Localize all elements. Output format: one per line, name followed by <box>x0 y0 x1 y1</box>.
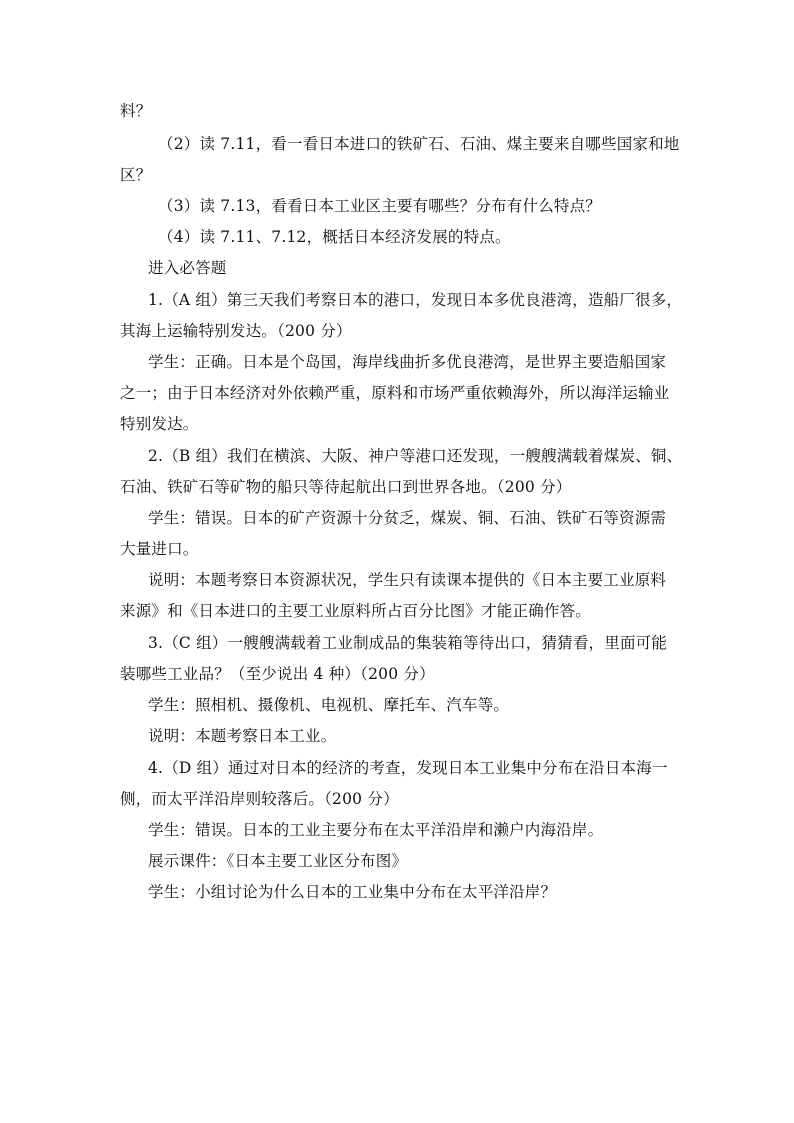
text-line: 石油、铁矿石等矿物的船只等待起航出口到世界各地。（200 分） <box>120 478 572 496</box>
text-line: 特别发达。 <box>120 415 199 433</box>
question-2-line: （2）读 7.11，看一看日本进口的铁矿石、石油、煤主要来自哪些国家和地 <box>158 135 680 153</box>
answer-4-line: 学生：错误。日本的工业主要分布在太平洋沿岸和濑户内海沿岸。 <box>148 821 604 839</box>
item-3-line: 3.（C 组）一艘艘满载着工业制成品的集装箱等待出口，猜猜看，里面可能 <box>148 634 668 652</box>
text-line: 料？ <box>120 102 152 120</box>
text-line: 其海上运输特别发达。（200 分） <box>120 322 352 340</box>
courseware-line: 展示课件：《日本主要工业区分布图》 <box>148 852 408 870</box>
question-4-line: （4）读 7.11、7.12，概括日本经济发展的特点。 <box>158 228 511 246</box>
note-3-line: 说明：本题考察日本工业。 <box>148 727 337 745</box>
item-2-line: 2.（B 组）我们在横滨、大阪、神户等港口还发现，一艘艘满载着煤炭、铜、 <box>148 447 683 465</box>
text-line: 大量进口。 <box>120 540 199 558</box>
text-line: 之一；由于日本经济对外依赖严重，原料和市场严重依赖海外，所以海洋运输业 <box>120 384 670 402</box>
answer-2-line: 学生：错误。日本的矿产资源十分贫乏，煤炭、铜、石油、铁矿石等资源需 <box>148 509 667 527</box>
text-line: 区？ <box>120 166 152 184</box>
discussion-line: 学生：小组讨论为什么日本的工业集中分布在太平洋沿岸？ <box>148 883 557 901</box>
text-line: 装哪些工业品？（至少说出 4 种）（200 分） <box>120 665 435 683</box>
section-heading: 进入必答题 <box>148 259 227 277</box>
item-4-line: 4.（D 组）通过对日本的经济的考查，发现日本工业集中分布在沿日本海一 <box>148 759 668 777</box>
note-2-line: 说明：本题考察日本资源状况，学生只有读课本提供的《日本主要工业原料 <box>148 571 667 589</box>
item-1-line: 1.（A 组）第三天我们考察日本的港口，发现日本多优良港湾，造船厂很多， <box>148 291 683 309</box>
answer-1-line: 学生：正确。日本是个岛国，海岸线曲折多优良港湾，是世界主要造船国家 <box>148 353 667 371</box>
text-line: 来源》和《日本进口的主要工业原料所占百分比图》才能正确作答。 <box>120 602 592 620</box>
answer-3-line: 学生：照相机、摄像机、电视机、摩托车、汽车等。 <box>148 696 510 714</box>
text-line: 侧，而太平洋沿岸则较落后。（200 分） <box>120 790 399 808</box>
question-3-line: （3）读 7.13，看看日本工业区主要有哪些？分布有什么特点？ <box>158 197 602 215</box>
